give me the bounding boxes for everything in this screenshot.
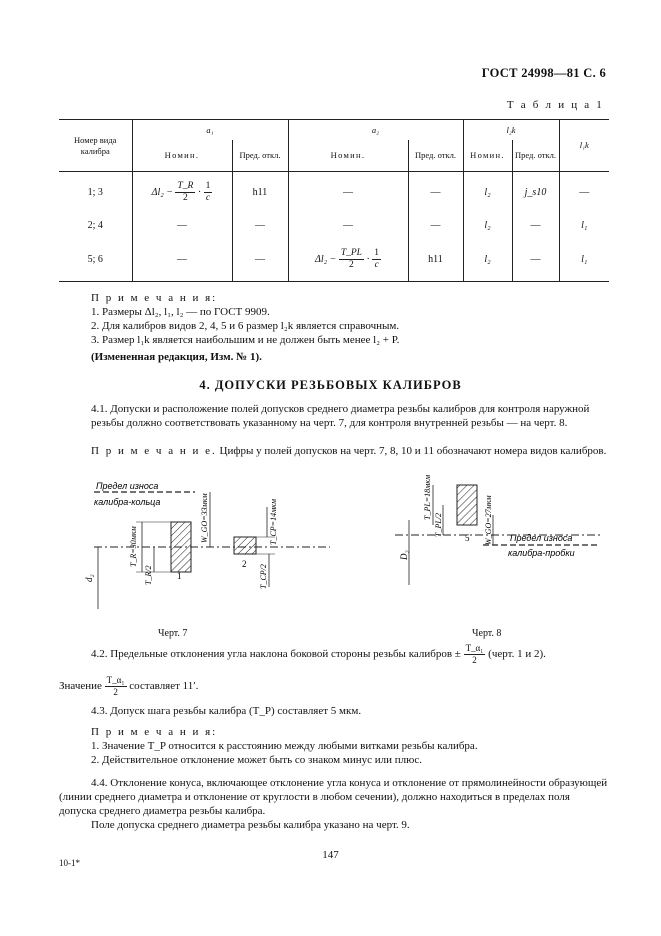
cell-kind: 5; 6 xyxy=(87,253,103,265)
cell-l2k-tol: — xyxy=(512,239,559,282)
wear-limit-label-2: калибра-кольца xyxy=(94,497,161,507)
notes-block-2 xyxy=(91,725,611,767)
change-note: (Измененная редакция, Изм. № 1). xyxy=(91,351,262,363)
note-single: П р и м е ч а н и е. Цифры у полей допусков на черт. 7, 8, 10 и 11 обозначают номера видов калибров. xyxy=(91,445,607,457)
cell-a1-formula: Δl₂ − $\frac{T\_R}{2}$ · $\frac{1}{c}$ xyxy=(132,172,232,214)
table-label: Т а б л и ц а 1 xyxy=(506,99,604,111)
cell-a2-tol: — xyxy=(408,214,463,239)
header-l2k: l₂k xyxy=(463,120,559,140)
tcp-label: T_CP=14мкм xyxy=(269,498,278,545)
paragraph-4-1: 4.1. Допуски и расположение полей допусков среднего диаметра резьбы калибров для контроля наружной резьбы должно соответствовать указанному на черт. 7, для контроля внутренней резьбы — на черт. 8. xyxy=(91,403,590,429)
figure-7-diagram xyxy=(60,477,340,612)
cell-a1-tol: — xyxy=(232,214,288,239)
cell-a2-tol: h11 xyxy=(408,239,463,282)
note-item: 1. Размеры Δl₂, l₁, l₂ — по ГОСТ 9909. xyxy=(91,306,270,318)
cell-l1k: l₁ xyxy=(559,214,609,239)
figure-8-caption: Черт. 8 xyxy=(472,628,502,639)
header-l2k-pred: Пред. откл. xyxy=(512,140,559,172)
paragraph-4-4: 4.4. Отклонение конуса, включающее отклонение угла конуса и отклонение от прямолинейности образующей (линии среднего диаметра и отклонение от круглости в любом сечении), должно находиться в пределах поля допуска среднего диаметра резьбы калибра. xyxy=(59,777,608,817)
wear-limit-label-1: Предел износа xyxy=(510,533,573,543)
d2-label: d₂ xyxy=(84,574,94,582)
page-number: 147 xyxy=(322,849,339,861)
table-row xyxy=(59,214,609,239)
cell-a2-tol: — xyxy=(408,172,463,214)
field-label-2: 2 xyxy=(242,559,247,569)
cell-kind: 2; 4 xyxy=(87,220,103,231)
header-a1-pred: Пред. откл. xyxy=(232,140,288,172)
notes-block-1 xyxy=(91,291,611,347)
cell-a2-formula: Δl₂ − $\frac{T\_PL}{2}$ · $\frac{1}{c}$ xyxy=(288,239,408,282)
footer-left: 10-1* xyxy=(59,858,80,868)
document-code: ГОСТ 24998—81 С. 6 xyxy=(481,66,606,80)
cell-l2k-tol: — xyxy=(512,214,559,239)
cell-l2k-nom: l₂ xyxy=(463,239,512,282)
field-label-1: 1 xyxy=(177,571,182,581)
paragraph-4-2: 4.2. Предельные отклонения угла наклона боковой стороны резьбы калибров ± $\frac{\text{T\_α₁}}{2}$ (черт. 1 и 2). xyxy=(91,643,546,665)
note-item: 1. Значение T_P относится к расстоянию между любыми витками резьбы калибра. xyxy=(91,740,478,752)
note-item: 2. Для калибров видов 2, 4, 5 и 6 размер l₂k является справочным. xyxy=(91,320,400,332)
paragraph-4-2-cont: Значение $\frac{\text{T\_α₁}}{2}$ составляет 11′. xyxy=(59,675,199,697)
field-label-5: 5 xyxy=(465,533,470,543)
tolerance-field-2 xyxy=(234,537,256,554)
tpl-label: T_PL=18мкм xyxy=(423,475,432,520)
tolerance-field-5 xyxy=(457,485,477,525)
cell-kind: 1; 3 xyxy=(87,186,103,198)
tolerance-field-1 xyxy=(171,522,191,572)
paragraph-4-4-b: Поле допуска среднего диаметра резьбы калибра указано на черт. 9. xyxy=(91,819,410,831)
cell-l2k-nom: l₂ xyxy=(463,172,512,214)
tr2-label: T_R/2 xyxy=(144,565,153,585)
cell-a2-nom: — xyxy=(288,214,408,239)
cell-a1-tol: h11 xyxy=(232,172,288,214)
header-a1-nomin: Номин. xyxy=(132,140,232,172)
header-l1k: l₁k xyxy=(559,120,609,172)
wear-limit-label-1: Предел износа xyxy=(96,481,159,491)
paragraph-4-3: 4.3. Допуск шага резьбы калибра (T_P) составляет 5 мкм. xyxy=(91,705,362,717)
notes-heading: П р и м е ч а н и я: xyxy=(91,726,218,738)
section-title: 4. ДОПУСКИ РЕЗЬБОВЫХ КАЛИБРОВ xyxy=(199,378,462,392)
header-kind: Номер вида калибра xyxy=(59,120,132,172)
note-item: 3. Размер l₁k является наибольшим и не должен быть менее l₂ + P. xyxy=(91,334,400,346)
cell-l1k: — xyxy=(559,172,609,214)
tpl2-label: T_PL/2 xyxy=(434,512,443,537)
table-1 xyxy=(59,119,609,282)
header-a2-nomin: Номин. xyxy=(288,140,408,172)
tr30-label: T_R=30мкм xyxy=(129,526,138,567)
header-a1: a₁ xyxy=(132,120,288,140)
D2-label: D₂ xyxy=(399,550,409,560)
note-item: 2. Действительное отклонение может быть со знаком минус или плюс. xyxy=(91,754,422,766)
cell-l2k-nom: l₂ xyxy=(463,214,512,239)
wgo-label: W_GO=33мкм xyxy=(200,493,209,543)
header-a2-pred: Пред. откл. xyxy=(408,140,463,172)
wgo-label: W_GO=27мкм xyxy=(484,495,493,545)
cell-l1k: l₁ xyxy=(559,239,609,282)
cell-a2-nom: — xyxy=(288,172,408,214)
tcp2-label: T_CP/2 xyxy=(259,564,268,589)
header-l2k-nomin: Номин. xyxy=(463,140,512,172)
cell-l2k-tol: j_s10 xyxy=(512,172,559,214)
table-row xyxy=(59,172,609,214)
wear-limit-label-2: калибра-пробки xyxy=(508,548,575,558)
cell-a1-tol: — xyxy=(232,239,288,282)
cell-a1-nom: — xyxy=(132,239,232,282)
cell-a1-nom: — xyxy=(132,214,232,239)
figure-7-caption: Черт. 7 xyxy=(158,628,188,639)
figure-8-diagram xyxy=(385,475,610,595)
table-row xyxy=(59,239,609,282)
header-a2: a₂ xyxy=(288,120,463,140)
notes-heading: П р и м е ч а н и я: xyxy=(91,292,218,304)
